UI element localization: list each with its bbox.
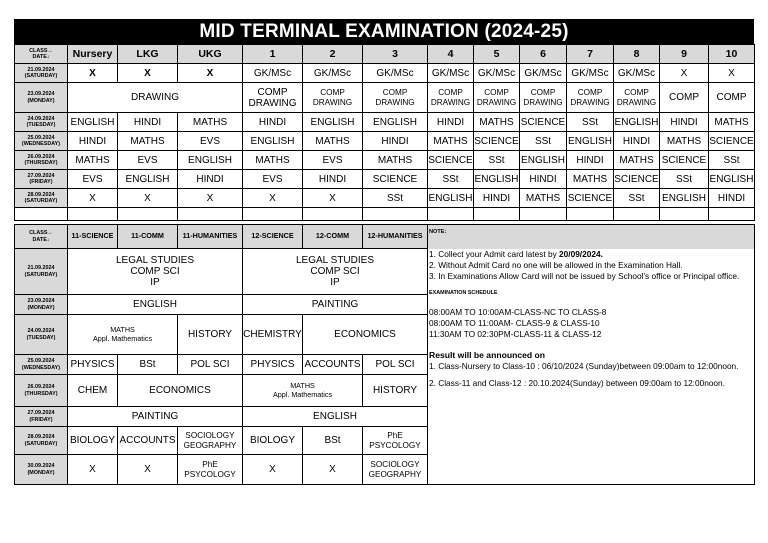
subject-cell: SCIENCE xyxy=(660,151,709,170)
class-date-header: CLASS→ DATE↓ xyxy=(15,225,68,249)
empty-cell xyxy=(243,208,303,221)
subject-cell: MATHS xyxy=(660,132,709,151)
subject-cell: CHEMISTRY xyxy=(243,315,303,355)
subject-cell: SCIENCE xyxy=(474,132,520,151)
subject-cell: X xyxy=(243,189,303,208)
subject-cell: GK/MSc xyxy=(474,64,520,83)
subject-cell: ECONOMICS xyxy=(118,375,243,407)
date-cell: 23.09.2024 (MONDAY) xyxy=(15,295,68,315)
subject-cell: MATHS xyxy=(428,132,474,151)
date-cell: 24.09.2024 (TUESDAY) xyxy=(15,315,68,355)
subject-cell: X xyxy=(118,455,178,485)
subject-cell: HINDI xyxy=(363,132,428,151)
empty-cell xyxy=(428,208,474,221)
empty-cell xyxy=(15,208,68,221)
table-row xyxy=(15,249,755,295)
subject-cell: GK/MSc xyxy=(243,64,303,83)
schedule-item: 11:30AM TO 02:30PM-CLASS-11 & CLASS-12 xyxy=(429,328,602,339)
subject-cell: HINDI xyxy=(567,151,614,170)
subject-cell: MATHS xyxy=(303,132,363,151)
subject-cell: COMP DRAWING xyxy=(520,83,567,113)
subject-cell: HISTORY xyxy=(363,375,428,407)
subject-cell: COMP DRAWING xyxy=(363,83,428,113)
subject-cell: X xyxy=(303,189,363,208)
subject-cell: GK/MSc xyxy=(363,64,428,83)
subject-cell: MATHS Appl. Mathematics xyxy=(243,375,363,407)
subject-cell: HINDI xyxy=(614,132,660,151)
senior-header-row xyxy=(15,225,755,249)
subject-cell: ENGLISH xyxy=(363,113,428,132)
subject-cell: MATHS xyxy=(118,132,178,151)
subject-cell: HINDI xyxy=(474,189,520,208)
subject-cell: EVS xyxy=(118,151,178,170)
subject-cell: X xyxy=(178,189,243,208)
subject-cell: SSt xyxy=(709,151,755,170)
empty-cell xyxy=(474,208,520,221)
date-cell: 28.09.2024 (SATURDAY) xyxy=(15,427,68,455)
subject-cell: HINDI xyxy=(709,189,755,208)
subject-cell: PHYSICS xyxy=(243,355,303,375)
subject-cell: X xyxy=(118,64,178,83)
subject-cell: GK/MSc xyxy=(428,64,474,83)
subject-cell: ENGLISH xyxy=(303,113,363,132)
subject-cell: LEGAL STUDIES COMP SCI IP xyxy=(243,249,428,295)
subject-cell: MATHS xyxy=(709,113,755,132)
schedule-item: 08:00AM TO 11:00AM- CLASS-9 & CLASS-10 xyxy=(429,317,600,328)
subject-cell: ENGLISH xyxy=(118,170,178,189)
empty-cell xyxy=(709,208,755,221)
subject-cell: BSt xyxy=(118,355,178,375)
schedule-item: 08:00AM TO 10:00AM-CLASS-NC TO CLASS-8 xyxy=(429,306,607,317)
subject-cell: COMP DRAWING xyxy=(474,83,520,113)
date-cell: 21.09.2024 (SATURDAY) xyxy=(15,249,68,295)
class-header: 11-COMM xyxy=(118,225,178,249)
subject-cell: PhE PSYCOLOGY xyxy=(178,455,243,485)
subject-cell: SSt xyxy=(428,170,474,189)
subject-cell: HINDI xyxy=(243,113,303,132)
subject-cell: X xyxy=(68,455,118,485)
subject-cell: GK/MSc xyxy=(303,64,363,83)
subject-cell: HINDI xyxy=(178,170,243,189)
subject-cell: PhE PSYCOLOGY xyxy=(363,427,428,455)
empty-cell xyxy=(178,208,243,221)
table-row xyxy=(15,113,755,132)
subject-cell: X xyxy=(303,455,363,485)
class-header: 12-SCIENCE xyxy=(243,225,303,249)
subject-cell: MATHS xyxy=(520,189,567,208)
subject-cell: COMP xyxy=(709,83,755,113)
table-row xyxy=(15,189,755,208)
subject-cell: COMP xyxy=(660,83,709,113)
subject-cell: SCIENCE xyxy=(567,189,614,208)
date-cell: 26.09.2024 (THURSDAY) xyxy=(15,375,68,407)
subject-cell: EVS xyxy=(178,132,243,151)
subject-cell: PAINTING xyxy=(68,407,243,427)
notes-label: NOTE: xyxy=(428,225,755,249)
subject-cell: X xyxy=(178,64,243,83)
subject-cell: EVS xyxy=(303,151,363,170)
subject-cell: ECONOMICS xyxy=(303,315,428,355)
subject-cell: MATHS xyxy=(363,151,428,170)
subject-cell: SCIENCE xyxy=(709,132,755,151)
class-header: 3 xyxy=(363,45,428,64)
subject-cell: LEGAL STUDIES COMP SCI IP xyxy=(68,249,243,295)
subject-cell: ENGLISH xyxy=(567,132,614,151)
subject-cell: ENGLISH xyxy=(660,189,709,208)
class-header: UKG xyxy=(178,45,243,64)
notes-panel xyxy=(428,249,755,485)
subject-cell: X xyxy=(660,64,709,83)
class-date-header: CLASS→ DATE↓ xyxy=(15,45,68,64)
empty-cell xyxy=(614,208,660,221)
subject-cell: ENGLISH xyxy=(474,170,520,189)
subject-cell: ENGLISH xyxy=(614,113,660,132)
date-cell: 25.09.2024 (WEDNESDAY) xyxy=(15,132,68,151)
subject-cell: PHYSICS xyxy=(68,355,118,375)
subject-cell: SCIENCE xyxy=(428,151,474,170)
subject-cell: MATHS xyxy=(567,170,614,189)
class-header: 1 xyxy=(243,45,303,64)
subject-cell: SOCIOLOGY GEOGRAPHY xyxy=(178,427,243,455)
table-row xyxy=(15,132,755,151)
subject-cell: MATHS xyxy=(474,113,520,132)
subject-cell: SSt xyxy=(614,189,660,208)
subject-cell: HINDI xyxy=(68,132,118,151)
empty-cell xyxy=(660,208,709,221)
note-item: 1. Collect your Admit card latest by 20/09/2024. xyxy=(429,248,603,259)
subject-cell: MATHS xyxy=(178,113,243,132)
date-cell: 23.09.2024 (MONDAY) xyxy=(15,83,68,113)
subject-cell: SSt xyxy=(520,132,567,151)
empty-cell xyxy=(567,208,614,221)
subject-cell: SSt xyxy=(363,189,428,208)
date-cell: 25.09.2024 (WEDNESDAY) xyxy=(15,355,68,375)
empty-cell xyxy=(118,208,178,221)
subject-cell: POL SCI xyxy=(363,355,428,375)
subject-cell: COMP DRAWING xyxy=(567,83,614,113)
subject-cell: MATHS xyxy=(614,151,660,170)
class-header: 11-HUMANITIES xyxy=(178,225,243,249)
subject-cell: COMP DRAWING xyxy=(303,83,363,113)
subject-cell: HISTORY xyxy=(178,315,243,355)
subject-cell: HINDI xyxy=(520,170,567,189)
subject-cell: SOCIOLOGY GEOGRAPHY xyxy=(363,455,428,485)
class-header: 4 xyxy=(428,45,474,64)
table-row xyxy=(15,64,755,83)
class-header: 8 xyxy=(614,45,660,64)
subject-cell: SCIENCE xyxy=(614,170,660,189)
class-header: 2 xyxy=(303,45,363,64)
subject-cell: COMP DRAWING xyxy=(243,83,303,113)
subject-cell: BIOLOGY xyxy=(243,427,303,455)
subject-cell: SSt xyxy=(567,113,614,132)
class-header: 6 xyxy=(520,45,567,64)
subject-cell: GK/MSc xyxy=(567,64,614,83)
exam-title: MID TERMINAL EXAMINATION (2024-25) xyxy=(14,19,754,44)
subject-cell: EVS xyxy=(68,170,118,189)
subject-cell: HINDI xyxy=(118,113,178,132)
subject-cell: SSt xyxy=(660,170,709,189)
note-item: 2. Without Admit Card no one will be allowed in the Examination Hall. xyxy=(429,259,683,270)
subject-cell: X xyxy=(118,189,178,208)
table-row xyxy=(15,170,755,189)
date-cell: 26.09.2024 (THURSDAY) xyxy=(15,151,68,170)
subject-cell: ACCOUNTS xyxy=(118,427,178,455)
junior-timetable xyxy=(14,44,755,221)
subject-cell: HINDI xyxy=(303,170,363,189)
subject-cell: ENGLISH xyxy=(520,151,567,170)
subject-cell: COMP DRAWING xyxy=(614,83,660,113)
empty-cell xyxy=(363,208,428,221)
subject-cell: CHEM xyxy=(68,375,118,407)
class-header: 5 xyxy=(474,45,520,64)
date-cell: 27.09.2024 (FRIDAY) xyxy=(15,170,68,189)
empty-cell xyxy=(520,208,567,221)
class-header: 12-COMM xyxy=(303,225,363,249)
subject-cell: SCIENCE xyxy=(520,113,567,132)
subject-cell: ENGLISH xyxy=(243,407,428,427)
date-cell: 24.09.2024 (TUESDAY) xyxy=(15,113,68,132)
result-item: 1. Class-Nursery to Class-10 : 06/10/2024 (Sunday)between 09:00am to 12:00noon. xyxy=(429,360,739,371)
subject-cell: X xyxy=(68,64,118,83)
subject-cell: ENGLISH xyxy=(709,170,755,189)
spacer-row xyxy=(15,208,755,221)
subject-cell: ACCOUNTS xyxy=(303,355,363,375)
empty-cell xyxy=(68,208,118,221)
subject-cell: HINDI xyxy=(428,113,474,132)
subject-cell: GK/MSc xyxy=(520,64,567,83)
subject-cell: COMP DRAWING xyxy=(428,83,474,113)
class-header: 7 xyxy=(567,45,614,64)
subject-cell: MATHS xyxy=(243,151,303,170)
subject-cell: EVS xyxy=(243,170,303,189)
subject-cell: X xyxy=(709,64,755,83)
note-item: 3. In Examinations Allow Card will not be issued by School's office or Principal office. xyxy=(429,270,740,281)
table-row xyxy=(15,83,755,113)
subject-cell: ENGLISH xyxy=(68,295,243,315)
schedule-label: EXAMINATION SCHEDULE xyxy=(429,289,498,296)
subject-cell: X xyxy=(243,455,303,485)
table-row xyxy=(15,151,755,170)
subject-cell: SSt xyxy=(474,151,520,170)
empty-cell xyxy=(303,208,363,221)
date-cell: 27.09.2024 (FRIDAY) xyxy=(15,407,68,427)
subject-cell: ENGLISH xyxy=(178,151,243,170)
date-cell: 30.09.2024 (MONDAY) xyxy=(15,455,68,485)
result-item: 2. Class-11 and Class-12 : 20.10.2024(Sunday) between 09:00am to 12:00noon. xyxy=(429,377,725,388)
subject-cell: DRAWING xyxy=(68,83,243,113)
class-header: 11-SCIENCE xyxy=(68,225,118,249)
subject-cell: HINDI xyxy=(660,113,709,132)
junior-header-row xyxy=(15,45,755,64)
class-header: 10 xyxy=(709,45,755,64)
subject-cell: X xyxy=(68,189,118,208)
class-header: LKG xyxy=(118,45,178,64)
class-header: 9 xyxy=(660,45,709,64)
date-cell: 28.09.2024 (SATURDAY) xyxy=(15,189,68,208)
result-heading: Result will be announced on xyxy=(429,349,546,360)
class-header: Nursery xyxy=(68,45,118,64)
subject-cell: GK/MSc xyxy=(614,64,660,83)
subject-cell: ENGLISH xyxy=(68,113,118,132)
senior-timetable xyxy=(14,224,755,485)
subject-cell: BSt xyxy=(303,427,363,455)
class-header: 12-HUMANITIES xyxy=(363,225,428,249)
subject-cell: MATHS Appl. Mathematics xyxy=(68,315,178,355)
subject-cell: ENGLISH xyxy=(428,189,474,208)
subject-cell: ENGLISH xyxy=(243,132,303,151)
subject-cell: PAINTING xyxy=(243,295,428,315)
subject-cell: MATHS xyxy=(68,151,118,170)
date-cell: 21.09.2024 (SATURDAY) xyxy=(15,64,68,83)
subject-cell: POL SCI xyxy=(178,355,243,375)
subject-cell: BIOLOGY xyxy=(68,427,118,455)
subject-cell: SCIENCE xyxy=(363,170,428,189)
